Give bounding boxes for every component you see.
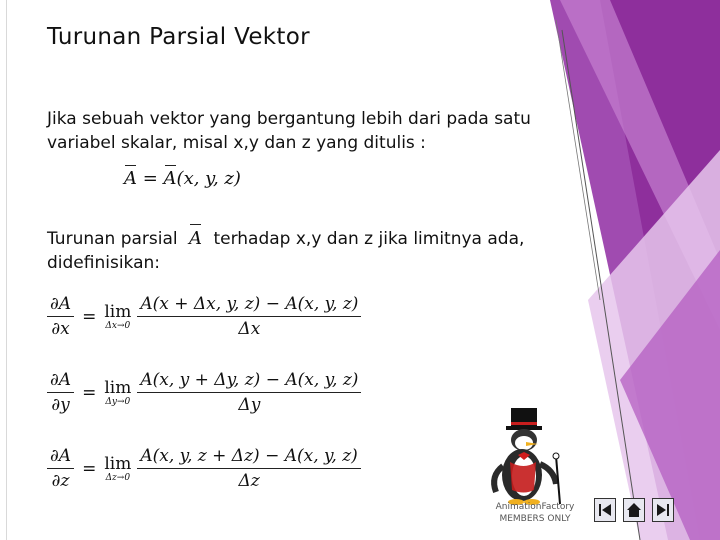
lhs-numerator: ∂A [50,446,72,466]
first-slide-button[interactable] [594,498,616,522]
rhs-numerator: A(x, y, z + Δz) − A(x, y, z) [140,446,358,466]
lhs-fraction [47,446,74,491]
partial-line-2: didefinisikan: [47,253,161,273]
intro-line-2: variabel skalar, misal x,y dan z yang ditulis : [47,133,426,153]
partial-vector-symbol: A [189,228,203,249]
intro-paragraph [47,107,607,155]
lhs-fraction [47,370,74,415]
left-border-line [6,0,7,540]
rhs-fraction [137,446,360,491]
intro-line-1: Jika sebuah vektor yang bergantung lebih dari pada satu [47,109,531,129]
partial-derivative-z: $\frac{\partial A}{\partial z}$ = lim Δz→0 $\frac{A(x, y, z + \Delta z) - A(x, y, z)}{\Delta z}$ [47,446,361,491]
numerator-right: A(x, y, z) [284,446,358,466]
limit-word: lim [104,377,132,398]
lhs-denominator: ∂x [51,319,70,339]
limit-subscript: Δx→0 [105,320,131,331]
limit-operator [104,379,131,407]
numerator-left: A(x, y, z + Δz) [140,446,260,466]
mascot-caption-members: MEMBERS ONLY [499,514,571,524]
lhs-numerator: ∂A [50,370,72,390]
numerator-left: A(x, y + Δy, z) [140,370,261,390]
lhs-denominator: ∂z [51,471,70,491]
partial-paragraph [47,227,607,275]
home-icon [626,502,642,518]
rhs-denominator: Δz [238,471,260,491]
last-slide-button[interactable] [652,498,674,522]
rhs-numerator: A(x + Δx, y, z) − A(x, y, z) [140,294,359,314]
limit-subscript: Δy→0 [105,396,131,407]
slide-title: Turunan Parsial Vektor [47,24,310,50]
lhs-numerator: ∂A [50,294,72,314]
limit-operator [104,303,131,331]
mascot-caption-brand: AnimationFactory [495,502,575,512]
partial-derivative-x: $\frac{\partial A}{\partial x}$ = lim Δx→0 $\frac{A(x + \Delta x, y, z) - A(x, y, z)}{\Delta x}$ [47,294,361,339]
rhs-denominator: Δx [238,319,261,339]
home-button[interactable] [623,498,645,522]
numerator-right: A(x, y, z) [285,294,359,314]
rhs-fraction [137,370,361,415]
partial-text-after: terhadap x,y dan z jika limitnya ada, [213,229,525,249]
vector-args: (x, y, z) [176,168,241,189]
limit-operator [104,455,131,483]
numerator-right: A(x, y, z) [285,370,359,390]
rhs-denominator: Δy [238,395,261,415]
limit-subscript: Δz→0 [105,472,131,483]
numerator-left: A(x + Δx, y, z) [140,294,261,314]
limit-word: lim [104,453,132,474]
partial-text-before: Turunan parsial [47,229,178,249]
vector-definition-equation: A = A(x, y, z) [124,168,241,189]
rhs-fraction [137,294,361,339]
partial-line-1 [47,227,607,251]
skip-first-icon [597,502,613,518]
partial-derivative-y: $\frac{\partial A}{\partial y}$ = lim Δy→0 $\frac{A(x, y + \Delta y, z) - A(x, y, z)}{\Delta y}$ [47,370,361,415]
skip-last-icon [655,502,671,518]
vector-a-symbol-rhs: A [163,168,177,189]
lhs-denominator: ∂y [51,395,70,415]
vector-a-symbol: A [124,168,137,189]
lhs-fraction [47,294,74,339]
rhs-numerator: A(x, y + Δy, z) − A(x, y, z) [140,370,359,390]
limit-word: lim [104,301,132,322]
